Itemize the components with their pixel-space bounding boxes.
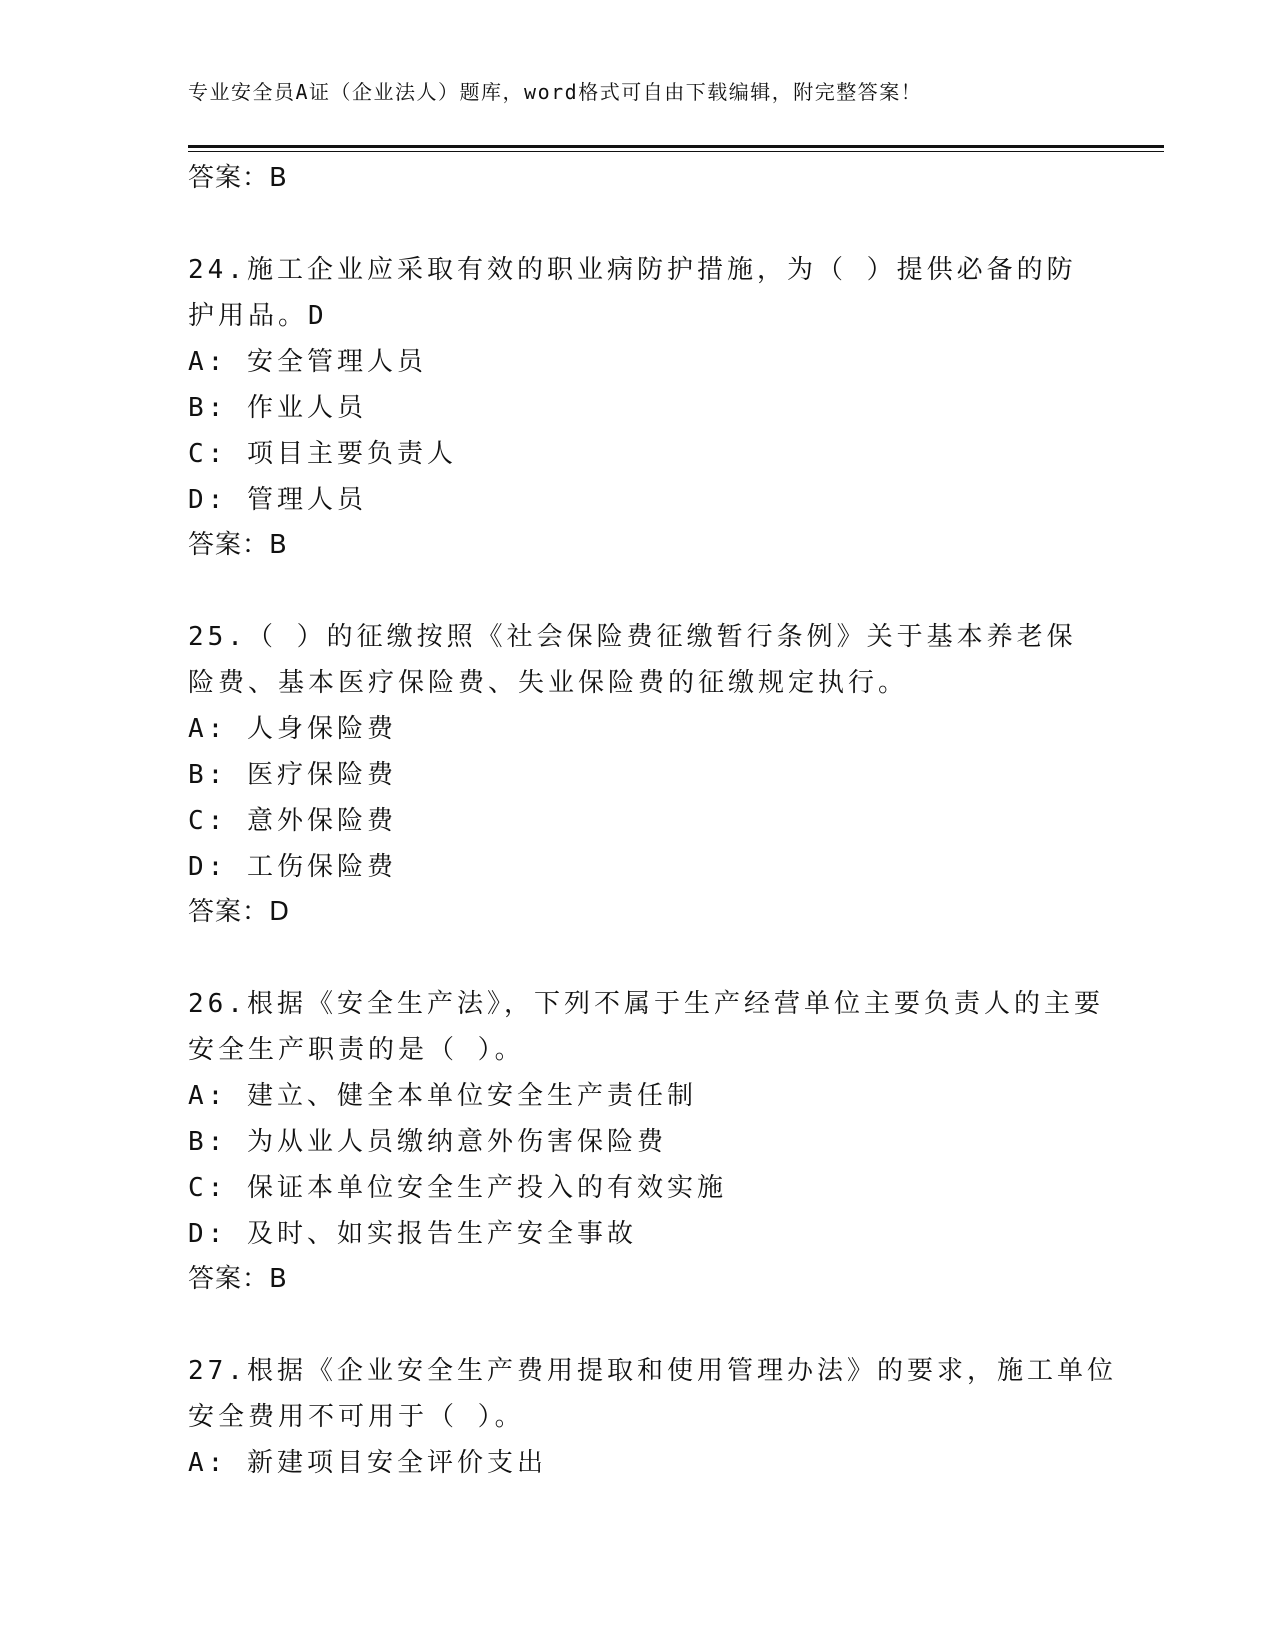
option-c: C: 意外保险费 bbox=[188, 806, 397, 836]
question-text: 险费、基本医疗保险费、失业保险费的征缴规定执行。 bbox=[188, 668, 909, 698]
option-b: B: 作业人员 bbox=[188, 393, 367, 423]
answer-line: 答案：D bbox=[188, 897, 291, 927]
answer-line: 答案：B bbox=[188, 163, 288, 193]
option-a: A: 安全管理人员 bbox=[188, 347, 427, 377]
answer-line: 答案：B bbox=[188, 530, 288, 560]
question-26 bbox=[188, 981, 1104, 1301]
option-b: B: 为从业人员缴纳意外伤害保险费 bbox=[188, 1127, 667, 1157]
option-c: C: 保证本单位安全生产投入的有效实施 bbox=[188, 1173, 727, 1203]
question-24 bbox=[188, 247, 1088, 567]
question-list bbox=[188, 156, 1117, 1486]
question-text: 护用品。D bbox=[188, 301, 328, 331]
option-d: D: 及时、如实报告生产安全事故 bbox=[188, 1219, 637, 1249]
option-a: A: 人身保险费 bbox=[188, 714, 397, 744]
answer-line: 答案：B bbox=[188, 1264, 288, 1294]
option-a: A: 新建项目安全评价支出 bbox=[188, 1448, 547, 1478]
question-text: 安全生产职责的是（ ）。 bbox=[188, 1035, 525, 1065]
option-d: D: 管理人员 bbox=[188, 485, 367, 515]
header-rule-thin bbox=[188, 151, 1164, 152]
question-text: 24.施工企业应采取有效的职业病防护措施，为（ ）提供必备的防 bbox=[188, 255, 1077, 285]
question-text: 27.根据《企业安全生产费用提取和使用管理办法》的要求，施工单位 bbox=[188, 1356, 1117, 1386]
question-27 bbox=[188, 1348, 1117, 1486]
question-text: 安全费用不可用于（ ）。 bbox=[188, 1402, 525, 1432]
question-25 bbox=[188, 614, 1088, 934]
question-text: 25.（ ）的征缴按照《社会保险费征缴暂行条例》关于基本养老保 bbox=[188, 622, 1077, 652]
option-b: B: 医疗保险费 bbox=[188, 760, 397, 790]
option-c: C: 项目主要负责人 bbox=[188, 439, 457, 469]
option-a: A: 建立、健全本单位安全生产责任制 bbox=[188, 1081, 697, 1111]
header-rule-thick bbox=[188, 145, 1164, 148]
page-header: 专业安全员A证（企业法人）题库，word格式可自由下载编辑，附完整答案！ bbox=[188, 80, 923, 104]
option-d: D: 工伤保险费 bbox=[188, 852, 397, 882]
question-text: 26.根据《安全生产法》，下列不属于生产经营单位主要负责人的主要 bbox=[188, 989, 1104, 1019]
